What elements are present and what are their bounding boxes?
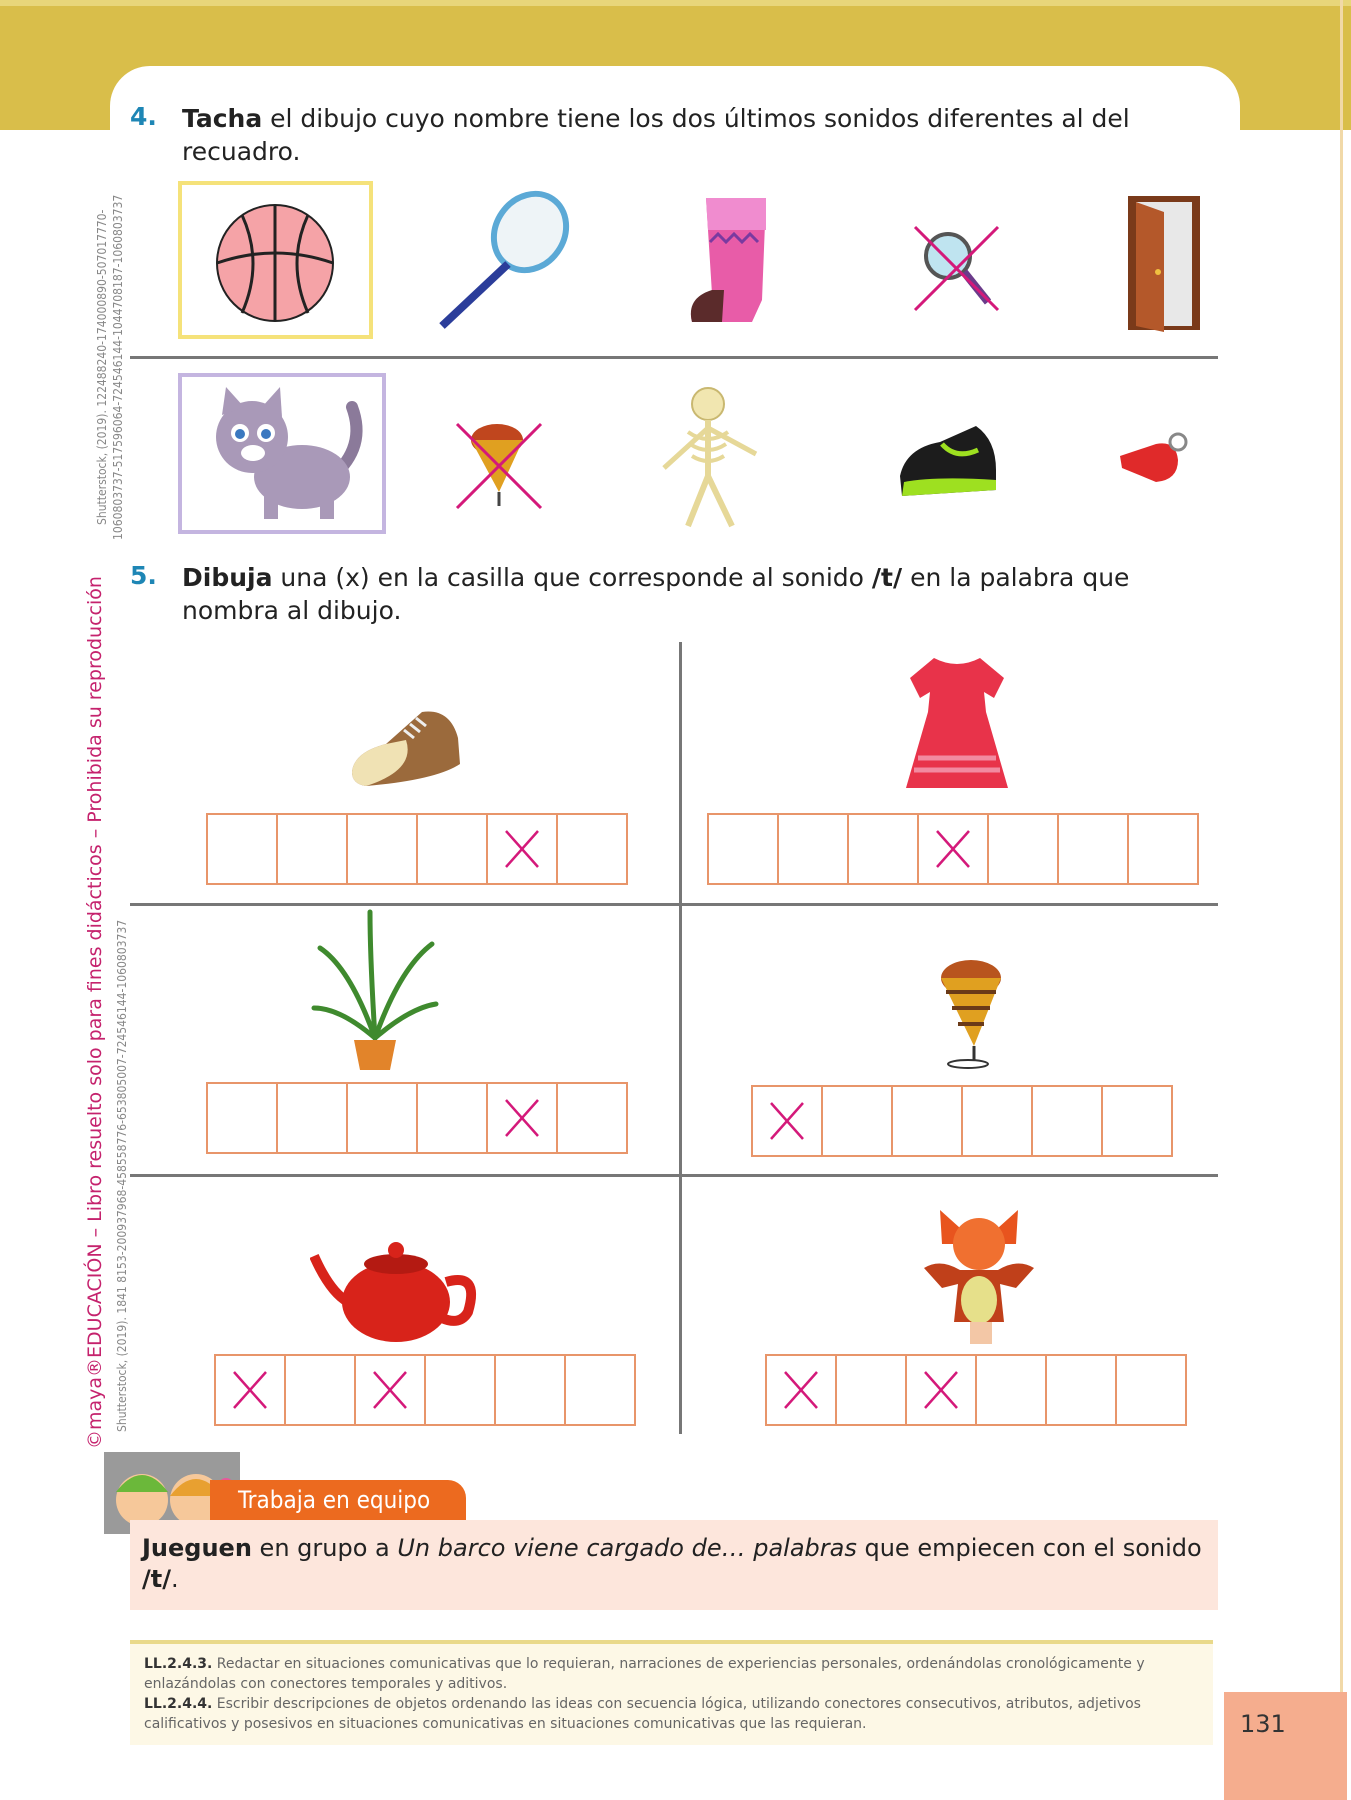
boxes-dress xyxy=(707,813,1197,885)
fern-picture xyxy=(310,908,440,1074)
x-mark-icon xyxy=(370,1368,410,1412)
team-work-tab: Trabaja en equipo xyxy=(210,1480,466,1520)
task-5-verb: Dibuja xyxy=(182,563,273,592)
answer-box[interactable] xyxy=(1057,813,1129,885)
boot-picture xyxy=(682,190,782,330)
top-band-highlight xyxy=(0,0,1351,6)
skeleton-icon xyxy=(652,384,764,530)
answer-box[interactable] xyxy=(276,813,348,885)
answer-box[interactable] xyxy=(424,1354,496,1426)
teapot-picture xyxy=(310,1232,482,1346)
standard-1-text: Redactar en situaciones comunicativas que lo requieran, narraciones de experiencias personales, ordenándolas cronológicamente y enlazándolas con conectores temporales y aditivos. xyxy=(144,1656,1145,1692)
task-5-sound: /t/ xyxy=(871,563,903,592)
answer-box[interactable] xyxy=(1101,1085,1173,1157)
whistle-picture xyxy=(1116,430,1191,490)
answer-box[interactable] xyxy=(1127,813,1199,885)
standard-2-code: LL.2.4.4. xyxy=(144,1696,213,1712)
answer-box[interactable] xyxy=(556,813,628,885)
door-picture xyxy=(1124,192,1204,334)
answer-box[interactable] xyxy=(987,813,1059,885)
task-4-instruction xyxy=(182,102,1222,168)
spinning-top-icon xyxy=(928,956,1014,1072)
answer-box[interactable] xyxy=(765,1354,837,1426)
magnifier-picture-crossed xyxy=(910,222,1005,312)
task-5-number: 5. xyxy=(130,561,157,590)
page-number: 131 xyxy=(1240,1710,1286,1738)
cat-icon xyxy=(182,377,382,530)
boxes-shoe xyxy=(206,813,626,885)
racket-icon xyxy=(430,186,580,336)
spinning-top-picture xyxy=(928,956,1014,1072)
answer-box[interactable] xyxy=(1031,1085,1103,1157)
copyright-notice: ©maya®EDUCACIÓN – Libro resuelto solo para fines didácticos – Prohibida su reproducción xyxy=(84,576,106,1449)
answer-box[interactable] xyxy=(835,1354,907,1426)
boxes-puppet xyxy=(765,1354,1185,1426)
task-4-number: 4. xyxy=(130,102,157,131)
teapot-icon xyxy=(310,1232,482,1346)
fern-icon xyxy=(310,908,440,1074)
x-mark-icon xyxy=(502,827,542,871)
task-4-verb: Tacha xyxy=(182,104,263,133)
boot-icon xyxy=(682,190,782,330)
answer-box[interactable] xyxy=(1045,1354,1117,1426)
x-mark-icon xyxy=(767,1099,807,1143)
standard-1 xyxy=(144,1654,1199,1694)
spinning-top-icon xyxy=(455,420,543,512)
answer-box[interactable] xyxy=(346,813,418,885)
answer-box[interactable] xyxy=(206,1082,278,1154)
shoe-picture xyxy=(346,700,466,792)
team-verb: Jueguen xyxy=(142,1534,252,1562)
task-5-text-b: en la palabra que nombra al dibujo. xyxy=(182,563,1130,625)
boxes-fern xyxy=(206,1082,626,1154)
answer-box[interactable] xyxy=(206,813,278,885)
answer-box[interactable] xyxy=(847,813,919,885)
reference-box-ball xyxy=(178,181,373,339)
sneaker-picture xyxy=(896,420,1002,506)
answer-box[interactable] xyxy=(346,1082,418,1154)
spinning-top-picture-crossed xyxy=(455,420,543,512)
task-4-text: el dibujo cuyo nombre tiene los dos últimos sonidos diferentes al del recuadro. xyxy=(182,104,1130,166)
answer-box[interactable] xyxy=(751,1085,823,1157)
answer-box[interactable] xyxy=(284,1354,356,1426)
standard-2 xyxy=(144,1694,1199,1734)
x-mark-icon xyxy=(502,1096,542,1140)
racket-picture xyxy=(430,186,580,336)
page-number-tab xyxy=(1224,1692,1347,1800)
x-mark-icon xyxy=(933,827,973,871)
answer-box[interactable] xyxy=(564,1354,636,1426)
task-5-instruction xyxy=(182,561,1222,627)
answer-box[interactable] xyxy=(917,813,989,885)
team-work-text xyxy=(142,1533,1202,1595)
grid-vertical-divider xyxy=(679,642,682,1434)
dress-icon xyxy=(904,652,1010,792)
answer-box[interactable] xyxy=(556,1082,628,1154)
team-text-b: que empiecen con el sonido xyxy=(856,1534,1202,1562)
answer-box[interactable] xyxy=(486,813,558,885)
team-end: . xyxy=(171,1565,179,1593)
team-game-name: Un barco viene cargado de… palabras xyxy=(397,1534,857,1562)
curriculum-footer xyxy=(130,1640,1213,1745)
sneaker-icon xyxy=(896,420,1002,506)
image-credit-bottom: Shutterstock, (2019). 1841 8153-200937968-458558776-653805007-724546144-1060803737 xyxy=(115,919,129,1432)
answer-box[interactable] xyxy=(494,1354,566,1426)
puppet-picture xyxy=(920,1204,1038,1346)
task-5-text-a: una (x) en la casilla que corresponde al sonido xyxy=(272,563,872,592)
answer-box[interactable] xyxy=(905,1354,977,1426)
whistle-icon xyxy=(1116,430,1191,490)
answer-box[interactable] xyxy=(486,1082,558,1154)
magnifier-icon xyxy=(910,222,1005,312)
grid-divider-2 xyxy=(130,1174,1218,1177)
dress-picture xyxy=(904,652,1010,792)
door-icon xyxy=(1124,192,1204,334)
answer-box[interactable] xyxy=(416,813,488,885)
divider-row1 xyxy=(130,356,1218,359)
grid-divider-1 xyxy=(130,903,1218,906)
answer-box[interactable] xyxy=(354,1354,426,1426)
answer-box[interactable] xyxy=(1115,1354,1187,1426)
page-edge xyxy=(1340,0,1343,1800)
answer-box[interactable] xyxy=(416,1082,488,1154)
answer-box[interactable] xyxy=(891,1085,963,1157)
reference-box-cat xyxy=(178,373,386,534)
puppet-icon xyxy=(920,1204,1038,1346)
x-mark-icon xyxy=(230,1368,270,1412)
standard-1-code: LL.2.4.3. xyxy=(144,1656,213,1672)
answer-box[interactable] xyxy=(961,1085,1033,1157)
boxes-teapot xyxy=(214,1354,634,1426)
team-sound: /t/ xyxy=(142,1565,172,1593)
standard-2-text: Escribir descripciones de objetos ordenando las ideas con secuencia lógica, utilizando conectores consecutivos, atributos, adjetivos calificativos y posesivos en situaciones comunicativas en situaciones comunicativas que las requieran. xyxy=(144,1696,1141,1732)
answer-box[interactable] xyxy=(821,1085,893,1157)
x-mark-icon xyxy=(781,1368,821,1412)
x-mark-icon xyxy=(921,1368,961,1412)
image-credit-top-1: Shutterstock, (2019). 122488240-174000890-507017770- xyxy=(95,209,109,525)
basketball-icon xyxy=(182,185,369,335)
image-credit-top-2: 1060803737-517596064-724546144-1044708187-1060803737 xyxy=(111,194,125,540)
skeleton-picture xyxy=(652,384,764,530)
shoe-icon xyxy=(346,700,466,792)
boxes-spinning-top xyxy=(751,1085,1171,1157)
answer-box[interactable] xyxy=(777,813,849,885)
answer-box[interactable] xyxy=(276,1082,348,1154)
answer-box[interactable] xyxy=(975,1354,1047,1426)
answer-box[interactable] xyxy=(214,1354,286,1426)
team-text-a: en grupo a xyxy=(251,1534,398,1562)
answer-box[interactable] xyxy=(707,813,779,885)
